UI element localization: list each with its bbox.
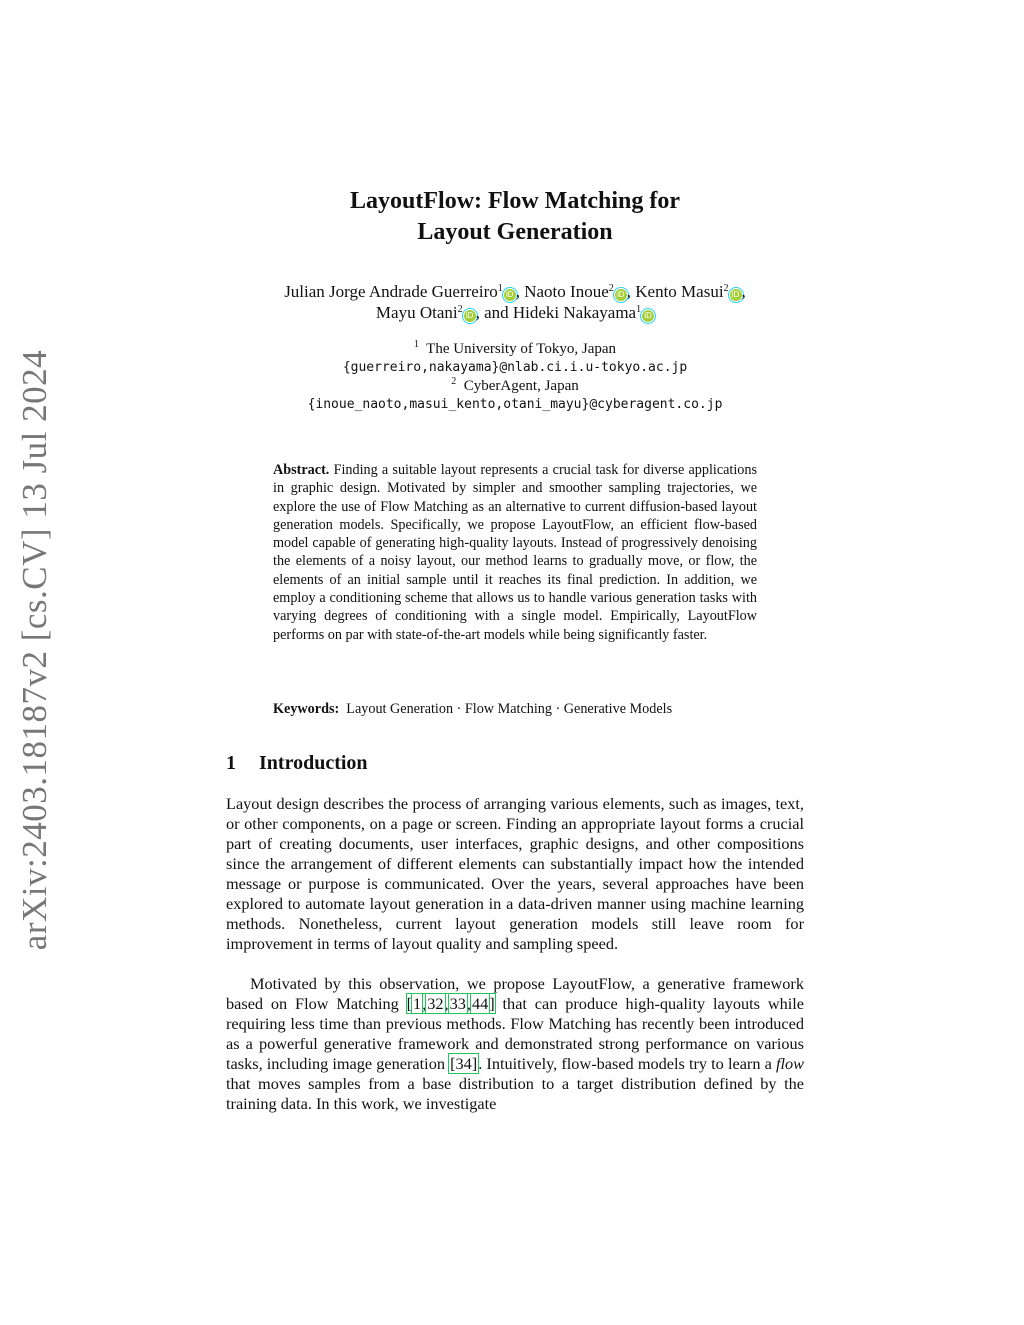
author-name: Mayu Otani xyxy=(375,303,458,322)
orcid-icon[interactable]: iD xyxy=(642,310,654,322)
orcid-icon[interactable]: iD xyxy=(504,289,516,301)
title-line-2: Layout Generation xyxy=(417,219,613,245)
orcid-icon[interactable]: iD xyxy=(730,289,742,301)
affiliations: $^1$ The University of Tokyo, Japan {guerreiro,nakayama}@nlab.ci.i.u-tokyo.ac.jp $^2$ CyberAgent, Japan {inoue_naoto,masui_kento,otani_mayu}@cyberagent.co.jp xyxy=(200,340,830,414)
keywords-label: Keywords: xyxy=(273,701,340,717)
author-name: Julian Jorge Andrade Guerreiro xyxy=(284,282,498,301)
emphasis-flow: flow xyxy=(775,1054,805,1073)
arxiv-identifier: arXiv:2403.18187v2 [cs.CV] 13 Jul 2024 xyxy=(15,349,54,951)
intro-paragraph-1: Layout design describes the process of arranging various elements, such as images, text, or other components, on a page or screen. Finding an appropriate layout forms a crucial part of creating documents, user interfaces, graphic designs, and other compositions since the arrangement of different elements can substantially impact how the intended message or purpose is communicated. Over the years, several approaches have been explored to automate layout generation in a data-driven manner using machine learning methods. Nonetheless, current layout generation models still leave room for improvement in terms of layout quality and sampling speed. xyxy=(226,794,804,953)
email-2: {inoue_naoto,masui_kento,otani_mayu}@cyberagent.co.jp xyxy=(307,396,723,412)
author-list: Julian Jorge Andrade Guerreiro$^1$iD , Naoto Inoue$^2$iD , Kento Masui$^2$iD , Mayu Otani$^2$iD , and Hideki Nakayama$^1$iD xyxy=(284,282,746,322)
paper-title xyxy=(200,186,830,248)
abstract-text: Finding a suitable layout represents a crucial task for diverse applications in graphic design. Motivated by simpler and smoother sampling trajectories, we explore the use of Flow Matching as an alternative to current diffusion-based layout generation models. Specifically, we propose LayoutFlow, an efficient flow-based model capable of generating high-quality layouts. Instead of progressively denoising the elements of a noisy layout, our method learns to gradually move, or flow, the elements of an initial sample until it reaches its final prediction. In addition, we employ a conditioning scheme that allows us to handle various generation tasks with varying degrees of conditioning with a single model. Empirically, LayoutFlow performs on par with state-of-the-art models while being significantly faster. xyxy=(273,462,758,643)
author-name: , and Hideki Nakayama xyxy=(475,303,637,322)
keywords xyxy=(273,700,773,718)
title-line-1: LayoutFlow: Flow Matching for xyxy=(350,188,680,214)
citation-link[interactable]: 1 xyxy=(413,994,422,1013)
orcid-icon[interactable]: iD xyxy=(464,310,476,322)
orcid-icon[interactable]: iD xyxy=(615,289,627,301)
citation-link[interactable]: 33 xyxy=(449,994,466,1013)
keywords-text: Layout Generation · Flow Matching · Generative Models xyxy=(346,701,673,717)
affiliation-1: The University of Tokyo, Japan xyxy=(426,341,617,357)
section-heading-introduction xyxy=(226,752,368,775)
intro-paragraph-2: Motivated by this observation, we propose LayoutFlow, a generative framework based on Flow Matching [1,32,33,44] that can produce high-quality layouts while requiring less time than previous methods. Flow Matching has recently been introduced as a powerful generative framework and demonstrated strong performance on various tasks, including image generation [34]. Intuitively, flow-based models try to learn a flow that moves samples from a base distribution to a target distribution defined by the training data. In this work, we investigate xyxy=(226,974,805,1113)
section-title: Introduction xyxy=(259,752,368,774)
email-1: {guerreiro,nakayama}@nlab.ci.i.u-tokyo.ac.jp xyxy=(342,359,688,375)
citation-link[interactable]: 44 xyxy=(471,994,489,1013)
abstract-label: Abstract. xyxy=(273,462,330,478)
affiliation-2: CyberAgent, Japan xyxy=(463,378,579,394)
author-name: , Kento Masui xyxy=(626,282,724,301)
section-number: 1 xyxy=(226,752,236,774)
citation-link[interactable]: 32 xyxy=(427,994,444,1013)
abstract xyxy=(273,461,757,644)
author-name: , Naoto Inoue xyxy=(515,282,609,301)
citation-link[interactable]: [34] xyxy=(450,1054,478,1073)
citation-group: [1,32,33,44] xyxy=(406,994,495,1013)
